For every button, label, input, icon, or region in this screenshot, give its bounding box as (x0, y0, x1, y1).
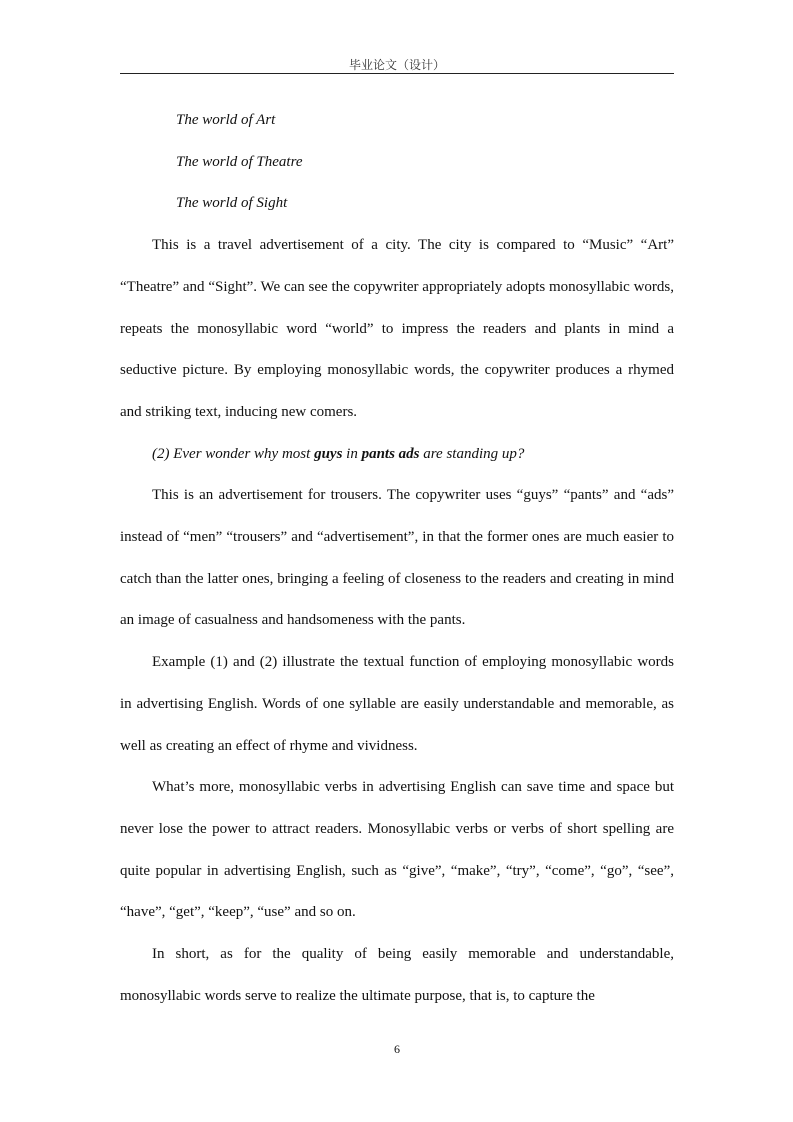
paragraph-4: What’s more, monosyllabic verbs in advertising English can save time and space but never lose the power to attract readers. Monosyllabic verbs or verbs of short spelling are quite popular in advertising English, such as “give”, “make”, “try”, “come”, “go”, “see”, “have”, “get”, “keep”, “use” and so on. (120, 779, 674, 921)
example-text: are standing up? (419, 445, 525, 462)
poem-line-3: The world of Sight (176, 195, 288, 212)
poem-line-1: The world of Art (176, 112, 276, 128)
paragraph-2: This is an advertisement for trousers. The copywriter uses “guys” “pants” and “ads” instead of “men” “trousers” and “advertisement”, in that the former ones are much easier to catch than the latter ones, bringing a feeling of closeness to the readers and creating in mind an image of casualness and handsomeness with the pants. (120, 487, 674, 629)
example-2-line (120, 434, 674, 476)
header-rule (120, 73, 674, 74)
poem-line-2: The world of Theatre (176, 153, 303, 170)
page-header: 毕业论文（设计） (348, 58, 445, 72)
body-text (120, 100, 674, 1017)
example-text: in (342, 445, 362, 462)
page-number: 6 (394, 1042, 400, 1056)
paragraph-1: This is a travel advertisement of a city. The city is compared to “Music” “Art” “Theatre” and “Sight”. We can see the copywriter appropriately adopts monosyllabic words, repeats the monosyllabic word “world” to impress the readers and plants in mind a seductive picture. By employing monosyllabic words, the copywriter produces a rhymed and striking text, inducing new comers. (120, 237, 674, 420)
paragraph-3: Example (1) and (2) illustrate the textual function of employing monosyllabic words in advertising English. Words of one syllable are easily understandable and memorable, as well as creating an effect of rhyme and vividness. (120, 654, 674, 754)
example-bold-word: pants ads (361, 445, 420, 462)
example-bold-word: guys (314, 445, 343, 462)
paragraph-5: In short, as for the quality of being easily memorable and understandable, monosyllabic words serve to realize the ultimate purpose, that is, to capture the (120, 946, 674, 1004)
example-text: (2) Ever wonder why most (152, 445, 315, 462)
